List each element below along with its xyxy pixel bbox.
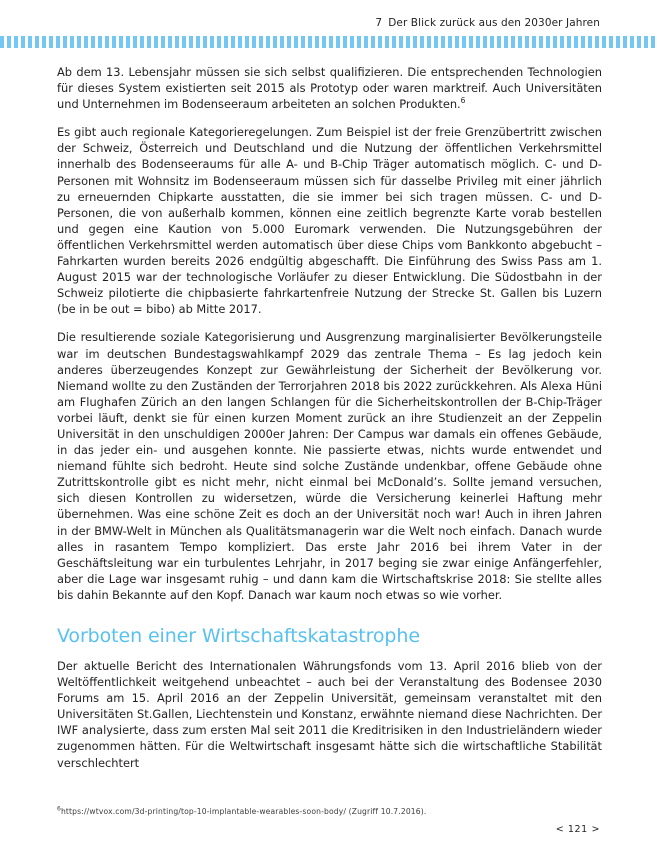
footnote-marker: 6: [57, 805, 61, 813]
paragraph-1: [57, 64, 602, 112]
text-column: [57, 64, 602, 771]
page-number: 121: [567, 824, 588, 835]
page-folio: [556, 824, 600, 835]
next-page-arrow[interactable]: >: [591, 824, 600, 835]
paragraph-4: Der aktuelle Bericht des Internationalen Währungsfonds vom 13. April 2016 blieb von der Weltöffentlichkeit weitgehend unbeachtet – auch bei der Veranstaltung des Bodensee 2030 Forums am 15. April 2016 an der Zeppelin Universität, gemeinsam veranstaltet mit den Universitäten St.Gallen, Liechtenstein und Konstanz, erwähnte niemand diese Nachrichten. Der IWF analysierte, dass zum ersten Mal seit 2011 die Kreditrisiken in den Industrieländern wieder zugenommen hätten. Für die Weltwirtschaft insgesamt hätte sich die wirtschaftliche Stabilität verschlechtert: [57, 659, 602, 770]
header-dashed-rule: [0, 36, 657, 48]
footnote-text[interactable]: https://wtvox.com/3d-printing/top-10-implantable-wearables-soon-body/ (Zugriff 10.7.2016).: [60, 807, 427, 816]
chapter-number: 7: [375, 17, 383, 29]
paragraph-2: Es gibt auch regionale Kategorieregelungen. Zum Beispiel ist der freie Grenzübertritt zwischen der Schweiz, Österreich und Deutschland und die Nutzung der öffentlichen Verkehrsmittel innerhalb des Bodenseeraums für alle A- und B-Chip Träger automatisch möglich. C- und D-Personen mit Wohnsitz im Bodenseeraum müssen sich für dasselbe Privileg mit einer jährlich zu erneuernden Chipkarte ausstatten, die sie immer bei sich tragen müssen. C- und D-Personen, die von außerhalb kommen, können eine zeitlich begrenzte Karte vorab bestellen und gegen eine Kaution von 5.000 Euromark verwenden. Die Nutzungsgebühren der öffentlichen Verkehrsmittel werden automatisch über diese Chips vom Bankkonto abgebucht – Fahrkarten wurden bereits 2026 endgültig abgeschafft. Die Einführung des Swiss Pass am 1. August 2015 war der technologische Vorläufer zu dieser Entwicklung. Die Südostbahn in der Schweiz pilotierte die chipbasierte fahrkartenfreie Nutzung der Strecke St. Gallen bis Luzern (be in be out = bibo) ab Mitte 2017.: [57, 125, 602, 317]
footnote-reference-6[interactable]: 6: [460, 96, 466, 106]
section-heading: Vorboten einer Wirtschaftskatastrophe: [57, 625, 420, 647]
paragraph-1-text: Ab dem 13. Lebensjahr müssen sie sich selbst qualifizieren. Die entsprechenden Technologien für dieses System existierten seit 2015 als Prototyp oder waren marktreif. Auch Universitäten und Unternehmen im Bodenseeraum arbeiteten an solchen Produkten.: [57, 65, 602, 112]
running-header: [375, 17, 600, 29]
previous-page-arrow[interactable]: <: [555, 824, 565, 835]
footnote-block: [57, 806, 602, 817]
chapter-title: Der Blick zurück aus den 2030er Jahren: [388, 17, 600, 29]
paragraph-3: Die resultierende soziale Kategorisierung und Ausgrenzung marginalisierter Bevölkerungsteile war im deutschen Bundestagswahlkampf 2029 das zentrale Thema – Es lag jedoch kein anderes überzeugendes Konzept zur Gewährleistung der Sicherheit der Bevölkerung vor. Niemand wollte zu den Zuständen der Terrorjahren 2018 bis 2022 zurückkehren. Als Alexa Hüni am Flughafen Zürich an den langen Schlangen für die Sicherheitskontrollen der B-Chip-Träger vorbei läuft, denkt sie für einen kurzen Moment zurück an ihre Studienzeit an der Zeppelin Universität in den unschuldigen 2000er Jahren: Der Campus war damals ein offenes Gebäude, in das jeder ein- und ausgehen konnte. Nie passierte etwas, nichts wurde entwendet und niemand fühlte sich bedroht. Heute sind solche Zustände undenkbar, offene Gebäude ohne Zutrittskontrolle gibt es nicht mehr, nicht einmal bei McDonald’s. Sollte jemand versuchen, sich diesen Kontrollen zu widersetzen, würde die Versicherung keinerlei Haftung mehr übernehmen. Was eine schöne Zeit es doch an der Universität noch war! Auch in ihren Jahren in der BMW-Welt in München als Qualitätsmanagerin war die Welt noch einfach. Danach wurde alles in rasantem Tempo kompliziert. Das erste Jahr 2016 bei ihrem Vater in der Geschäftsleitung war ein turbulentes Lehrjahr, in 2017 beging sie zwar einige Anfängerfehler, aber die Lage war insgesamt ruhig – und dann kam die Wirtschaftskrise 2018: Sie stellte alles bis dahin Bekannte auf den Kopf. Danach war kaum noch etwas so wie vorher.: [57, 330, 602, 602]
